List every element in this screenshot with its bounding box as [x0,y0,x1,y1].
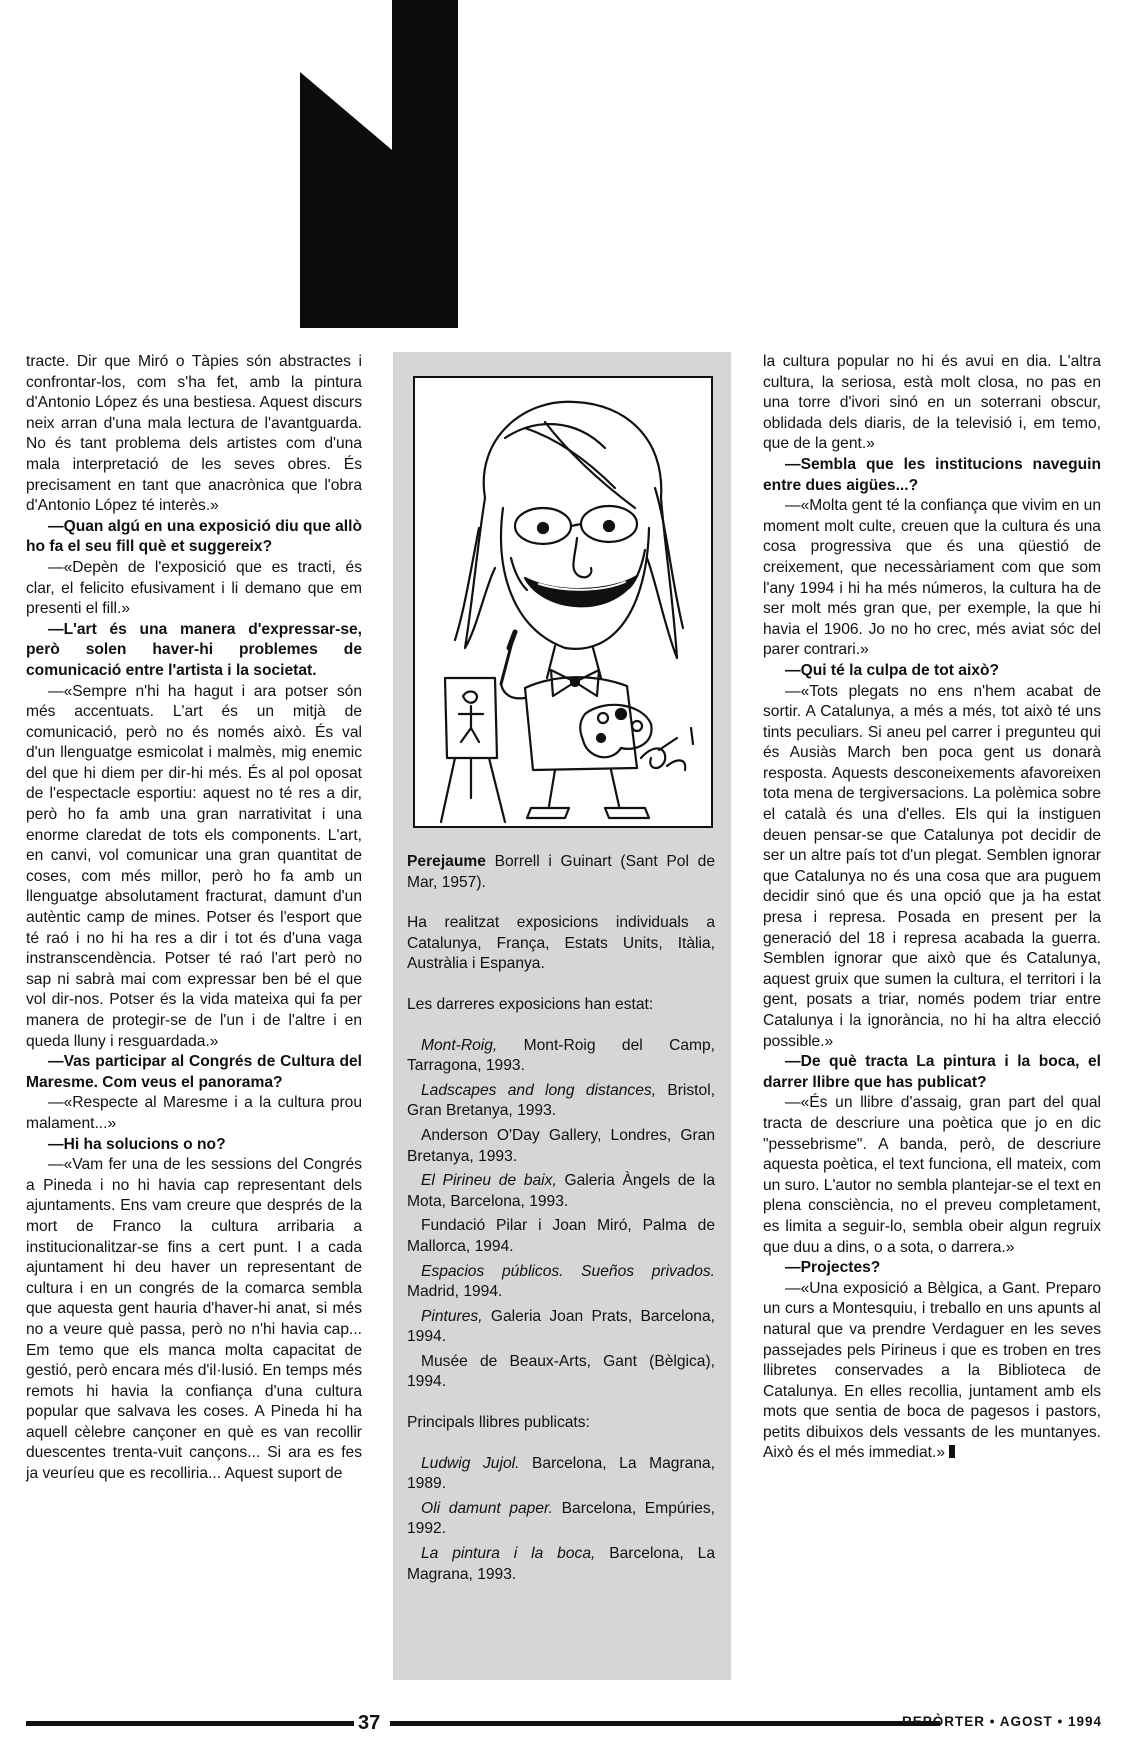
book-item-title: La pintura i la boca, [421,1545,596,1563]
interview-question: —Sembla que les institucions naveguin entre dues aigües...? [763,455,1101,494]
page-number: 37 [358,1712,381,1734]
exhibition-item [407,1352,715,1393]
interview-answer: —«Respecte al Maresme i a la cultura prou malament...» [26,1094,362,1132]
book-item-title: Ludwig Jujol. [421,1454,520,1472]
exhibition-item [407,1307,715,1348]
article-column-left [26,352,362,1485]
interview-answer: —«Molta gent té la confiança que vivim en un moment molt culte, creuen que la cultura és una cosa progressiva que és una qüestió de creixement, que necessàriament com que som l'any 1994 i hi ha més números, la cultura ha de ser molt més gran que, per exemple, la que hi havia el 1906. Jo no ho crec, més aviat sóc del parer contrari.» [763,497,1101,659]
exhibition-item-details: Musée de Beaux-Arts, Gant (Bèlgica), 1994. [407,1352,715,1391]
exhibition-item [407,1262,715,1303]
interview-question: —Qui té la culpa de tot això? [785,661,1000,679]
bio-intro [407,852,715,893]
interview-answer: la cultura popular no hi és avui en dia. L'altra cultura, la seriosa, està molt closa, no pas en una torre d'ivori sinó en un soterrani obscur, oblidada dels diaris, de la televisió i, em temo, que de la gent.» [763,353,1101,453]
interview-question: —De què tracta La pintura i la boca, el darrer llibre que has publicat? [763,1053,1101,1091]
exhibition-item [407,1126,715,1167]
footer-rule-right [390,1721,940,1726]
interview-answer: —«Vam fer una de les sessions del Congrés a Pineda i no hi havia cap representant dels ajuntaments. Ens vam creure que després de la mort de Franco la cultura arribaria a institucionalitzar-se fins a cert punt. I a cada ajuntament hi deu haver un representant de cultura i en un congrés de la comarca sembla que aquesta gent hauria d'haver-hi anat, si més no a veure què passa, però no n'hi havia cap... Em temo que els manca molta capacitat de gestió, però encara més d'il·lusió. En temps més remots hi havia la confiança d'una cultura popular que salvava les coses. A Pineda hi ha aquell cèlebre cançoner en què es van recollir duescentes trenta-vuit cançons... Si ara es fes ja veuríeu que es recolliria... Aquest suport de [26,1156,362,1483]
page-footer [26,1712,1102,1734]
interview-answer: —«Sempre n'hi ha hagut i ara potser són més accentuats. L'art és un mitjà de comunicació, però no és només això. És val d'un llenguatge esmicolat i malmès, mig enemic del que hi diem per dir-hi més. És al pol oposat de l'espectacle esportiu: aquest no té res a dir, però ho fa amb una gran narrativitat i una enorme claredat de tots els components. L'art, en canvi, vol comunicar una gran quantitat de coses, com més millor, però ho fa amb un llenguatge absolutament fracturat, damunt d'un autèntic camp de mines. Potser és l'esport que té raó i no hi ha res a dir i tot és d'una vaga instranscendència. Potser té raó l'art però no sap ni sabrà mai com expressar ben bé el que vol dir-nos. Potser és la vida mateixa qui fa per manera de protegir-se de l'un i de l'altre i en queda lluny i resguardada.» [26,682,362,1050]
interview-question: —Vas participar al Congrés de Cultura del Maresme. Com veus el panorama? [26,1053,362,1091]
letter-n-graphic [300,0,458,328]
interview-question: —L'art és una manera d'expressar-se, però solen haver-hi problemes de comunicació entre l'artista i la societat. [26,620,362,679]
caricature-illustration [413,376,713,828]
interview-answer: —«Depèn de l'exposició que es tracti, és clar, el felicito efusivament i li demano que em presenti el fill.» [26,558,362,618]
exhibition-item-title: El Pirineu de baix, [421,1172,557,1190]
bio-text [407,852,715,1585]
exhibition-item [407,1036,715,1077]
interview-question: —Hi ha solucions o no? [48,1135,226,1153]
book-item-title: Oli damunt paper. [421,1499,553,1517]
exhibition-item-details: Bristol, Gran Bretanya, 1993. [407,1081,715,1120]
recent-exhibitions-heading: Les darreres exposicions han estat: [407,995,654,1013]
caricature-drawing [415,378,711,826]
interview-question: —Quan algú en una exposició diu que allò ho fa el seu fill què et suggereix? [26,517,362,556]
exhibition-item-title: Ladscapes and long distances, [421,1081,657,1099]
individual-exhibitions: Ha realitzat exposicions individuals a Catalunya, França, Estats Units, Itàlia, Austràlia i Espanya. [407,914,715,973]
exhibition-item-details: Anderson O'Day Gallery, Londres, Gran Bretanya, 1993. [407,1126,715,1165]
exhibition-item-details: Fundació Pilar i Joan Miró, Palma de Mallorca, 1994. [407,1217,715,1255]
exhibition-list [407,1036,715,1394]
books-heading: Principals llibres publicats: [407,1414,590,1432]
book-item-details: Barcelona, La Magrana, 1989. [407,1454,715,1493]
exhibition-item-details: Mont-Roig del Camp, Tarragona, 1993. [407,1036,715,1075]
exhibition-item-title: Espacios públicos. Sueños privados. [421,1262,715,1280]
interview-answer: —«Una exposició a Bèlgica, a Gant. Preparo un curs a Montesquiu, i treballo en uns apunts al natural que va prendre Verdaguer en les seves passejades pels Pirineus i que es troben en tres llibretes conservades a la Biblioteca de Catalunya. En elles recollia, juntament amb els mots que sentia de boca de pagesos i pastors, petits dibuixos dels vessants de les muntanyes. Això és el més immediat.» [763,1279,1101,1462]
interview-answer: —«Tots plegats no ens n'hem acabat de sortir. A Catalunya, a més a més, tot això té uns tints peculiars. Si aneu pel carrer i pregunteu qui és Ausiàs March ben poca gent us donarà resposta. Aquests desconeixements afavoreixen tota mena de tergiversacions. La polèmica sobre el català és una d'elles. Els qui la instiguen deuen pensar-se que Catalunya pot decidir de ser un altre país tot d'un plegat. Semblen ignorar que Catalunya no és una cosa que ara puguem decidir sinó que és una opció que ja ha estat presa i represa. Posada en present per la generació del 18 i represa acabada la guerra. Semblen ignorar que això que és Catalunya, aquest gruix que sumen la cultura, el territori i la gent, posats a triar, només podem triar entre Catalunya i la ignorància, no hi ha altra elecció possible.» [763,682,1101,1050]
book-item-details: Barcelona, Empúries, 1992. [407,1499,715,1538]
exhibition-item-details: Galeria Àngels de la Mota, Barcelona, 1993. [407,1172,715,1210]
book-item-details: Barcelona, La Magrana, 1993. [407,1545,715,1583]
exhibition-item [407,1171,715,1212]
interview-answer: tracte. Dir que Miró o Tàpies són abstractes i confrontar-los, com s'ha fet, amb la pintura d'Antonio López és una bestiesa. Aquest discurs neix arran d'una mala lectura de l'avantguarda. No és tant problema dels artistes com d'una mala interpretació de les seves obres. És precisament en tant que anacrònica que l'obra d'Antonio López té interès.» [26,353,362,515]
book-item [407,1499,715,1540]
exhibition-item-title: Mont-Roig, [421,1036,498,1054]
artist-name: Perejaume [407,853,486,870]
artist-bio-sidebar [393,352,731,1680]
interview-answer: —«És un llibre d'assaig, gran part del qual tracta de descriure una poètica que jo en dic "pessebrisme". A banda, però, de descriure aquesta poètica, el text funciona, ell mateix, com un suro. L'autor no sembla plantejar-se el text en plena consciència, no el preveu completament, es limita a seguir-lo, sembla obeir algun regruix que duu a dins, o a sota, o darrera.» [763,1094,1101,1256]
exhibition-item [407,1216,715,1257]
artist-origin: Borrell i Guinart (Sant Pol de Mar, 1957). [407,853,715,891]
footer-rule-left [26,1721,354,1726]
exhibition-item-title: Pintures, [421,1307,483,1325]
book-item [407,1544,715,1585]
article-column-right [763,352,1101,1464]
magazine-issue: REPÒRTER • AGOST • 1994 [902,1714,1102,1729]
interview-question: —Projectes? [785,1259,881,1277]
exhibition-item [407,1081,715,1122]
exhibition-item-details: Galeria Joan Prats, Barcelona, 1994. [407,1307,715,1346]
exhibition-item-details: Madrid, 1994. [407,1283,503,1301]
book-item [407,1454,715,1495]
end-of-article-mark [949,1445,955,1458]
book-list [407,1454,715,1586]
